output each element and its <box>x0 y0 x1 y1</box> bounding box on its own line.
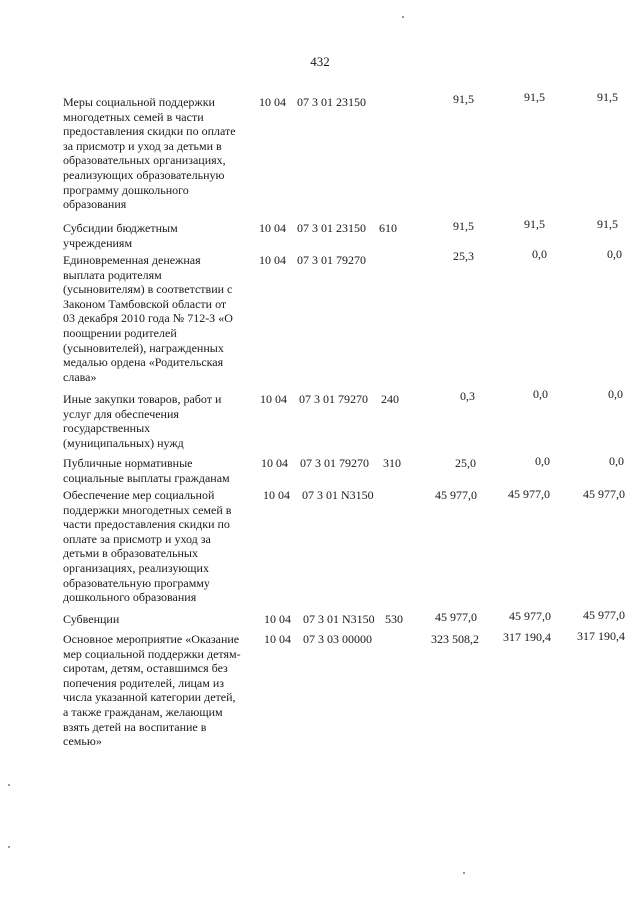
row-section: 10 04 <box>259 221 286 235</box>
row-value-3: 0,0 <box>607 247 622 261</box>
row-type: 240 <box>381 392 399 406</box>
row-value-2: 91,5 <box>524 90 545 104</box>
row-value-2: 317 190,4 <box>503 630 551 644</box>
row-name: Меры социальной поддержки многодетных семей в части предоставления скидки по оплате за присмотр и уход за детьми в образовательных организациях, реализующих образовательную программу дошкольного образования <box>63 95 236 212</box>
row-target: 07 3 01 N3150 <box>302 488 374 502</box>
row-name: Иные закупки товаров, работ и услуг для обеспечения государственных (муниципальных) нужд <box>63 392 222 450</box>
row-target: 07 3 01 79270 <box>300 456 369 470</box>
row-value-1: 91,5 <box>453 219 474 233</box>
row-target: 07 3 01 23150 <box>297 95 366 109</box>
row-target: 07 3 01 23150 <box>297 221 366 235</box>
scan-speck <box>8 784 10 786</box>
page-number: 432 <box>310 54 330 69</box>
scan-speck <box>463 872 465 874</box>
row-target: 07 3 01 79270 <box>299 392 368 406</box>
row-value-2: 45 977,0 <box>508 487 550 501</box>
row-value-2: 0,0 <box>533 387 548 401</box>
row-type: 610 <box>379 221 397 235</box>
row-value-2: 91,5 <box>524 217 545 231</box>
row-type: 310 <box>383 456 401 470</box>
row-name: Единовременная денежная выплата родителям (усыновителям) в соответствии с Законом Тамбовской области от 03 декабря 2010 года № 712-З «О поощрении родителей (усыновителей), награжденных медалью ордена «Родительская слава» <box>63 253 233 384</box>
row-value-3: 0,0 <box>608 387 623 401</box>
row-section: 10 04 <box>259 95 286 109</box>
row-type: 530 <box>385 612 403 626</box>
row-value-3: 0,0 <box>609 454 624 468</box>
row-value-2: 0,0 <box>535 454 550 468</box>
row-value-1: 45 977,0 <box>435 610 477 624</box>
row-section: 10 04 <box>264 632 291 646</box>
row-section: 10 04 <box>261 456 288 470</box>
scan-speck <box>402 16 404 18</box>
row-value-3: 45 977,0 <box>583 608 625 622</box>
row-target: 07 3 01 N3150 <box>303 612 375 626</box>
row-value-1: 91,5 <box>453 92 474 106</box>
row-section: 10 04 <box>260 392 287 406</box>
row-value-1: 25,0 <box>455 456 476 470</box>
row-value-2: 0,0 <box>532 247 547 261</box>
row-value-3: 91,5 <box>597 217 618 231</box>
row-value-1: 45 977,0 <box>435 488 477 502</box>
row-name: Субсидии бюджетным учреждениям <box>63 221 178 250</box>
row-name: Публичные нормативные социальные выплаты гражданам <box>63 456 230 485</box>
row-value-1: 25,3 <box>453 249 474 263</box>
row-section: 10 04 <box>264 612 291 626</box>
row-name: Обеспечение мер социальной поддержки многодетных семей в части предоставления скидки по оплате за присмотр и уход за детьми в образовательных организациях, реализующих образовательную программу дошкольного образования <box>63 488 232 605</box>
row-section: 10 04 <box>259 253 286 267</box>
scan-speck <box>8 846 10 848</box>
row-value-2: 45 977,0 <box>509 609 551 623</box>
row-value-1: 323 508,2 <box>431 632 479 646</box>
row-section: 10 04 <box>263 488 290 502</box>
row-name: Субвенции <box>63 612 120 626</box>
row-value-3: 317 190,4 <box>577 629 625 643</box>
row-value-3: 45 977,0 <box>583 487 625 501</box>
row-value-3: 91,5 <box>597 90 618 104</box>
row-target: 07 3 01 79270 <box>297 253 366 267</box>
row-target: 07 3 03 00000 <box>303 632 372 646</box>
row-name: Основное мероприятие «Оказание мер социальной поддержки детям- сиротам, детям, оставшимся без попечения родителей, лицам из числа указанной категории детей, а также гражданам, желающим взять детей на воспитание в семью» <box>63 632 241 749</box>
row-value-1: 0,3 <box>460 389 475 403</box>
